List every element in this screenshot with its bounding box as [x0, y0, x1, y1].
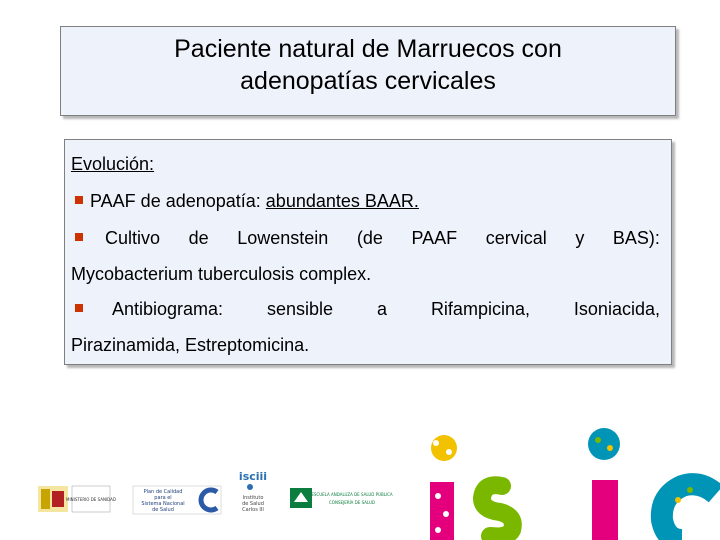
bullet-2-word: BAS):	[612, 228, 660, 248]
bullet-3-word: Isoniacida,	[573, 299, 660, 319]
bullet-2-word: Cultivo	[105, 228, 161, 248]
bullet-3-word: Rifampicina,	[430, 299, 530, 319]
footer-logos	[0, 420, 720, 540]
junta-andalucia-logo	[288, 486, 392, 512]
bullet-2-word: cervical	[485, 228, 547, 248]
bullet-2-word: PAAF	[411, 228, 458, 248]
isciii-logo	[238, 468, 268, 514]
title-box	[60, 26, 676, 116]
bullet-3-word: Antibiograma:	[112, 299, 224, 319]
plan-calidad-text: para el	[154, 495, 172, 501]
isciii-text: Instituto	[242, 495, 264, 501]
bullet-2-line-2: Mycobacterium tuberculosis complex.	[71, 264, 372, 284]
ministerio-sanidad-logo	[38, 486, 116, 512]
title-line-2: adenopatías cervicales	[240, 67, 496, 95]
bullet-1-underlined: abundantes BAAR.	[265, 191, 419, 211]
plan-calidad-logo	[133, 486, 221, 514]
bullet-1-lead: PAAF de adenopatía:	[90, 191, 266, 211]
bullet-3-line-2: Pirazinamida, Estreptomicina.	[71, 335, 310, 355]
section-heading: Evolución:	[71, 154, 155, 174]
bullet-3-line-1	[112, 298, 660, 320]
bullet-1-text	[90, 190, 419, 212]
content-box	[64, 139, 672, 365]
bullet-2-word: (de	[356, 228, 383, 248]
bullet-2-word: de	[188, 228, 209, 248]
bullet-marker	[75, 233, 83, 241]
junta-text: ESCUELA ANDALUZA DE SALUD PÚBLICA	[311, 492, 393, 497]
isciii-text: de Salud	[242, 501, 264, 507]
isciii-text: Carlos III	[242, 507, 264, 513]
plan-calidad-text: Plan de Calidad	[143, 489, 183, 495]
decorative-letters-graphic	[420, 434, 720, 540]
junta-text: CONSEJERÍA DE SALUD	[329, 500, 375, 505]
bullet-marker	[75, 304, 83, 312]
isciii-mark: isciii	[238, 470, 268, 483]
title-line-1: Paciente natural de Marruecos con	[174, 35, 562, 63]
plan-calidad-text: de Salud	[152, 507, 174, 513]
plan-calidad-text: Sistema Nacional	[141, 501, 185, 507]
bullet-3-word: a	[376, 299, 387, 319]
bullet-2-word: y	[575, 228, 585, 248]
ministerio-name: MINISTERIO DE SANIDAD	[66, 497, 116, 502]
bullet-3-word: sensible	[267, 299, 334, 319]
bullet-2-line-1	[105, 227, 660, 249]
bullet-marker	[75, 196, 83, 204]
bullet-2-word: Lowenstein	[237, 228, 329, 248]
